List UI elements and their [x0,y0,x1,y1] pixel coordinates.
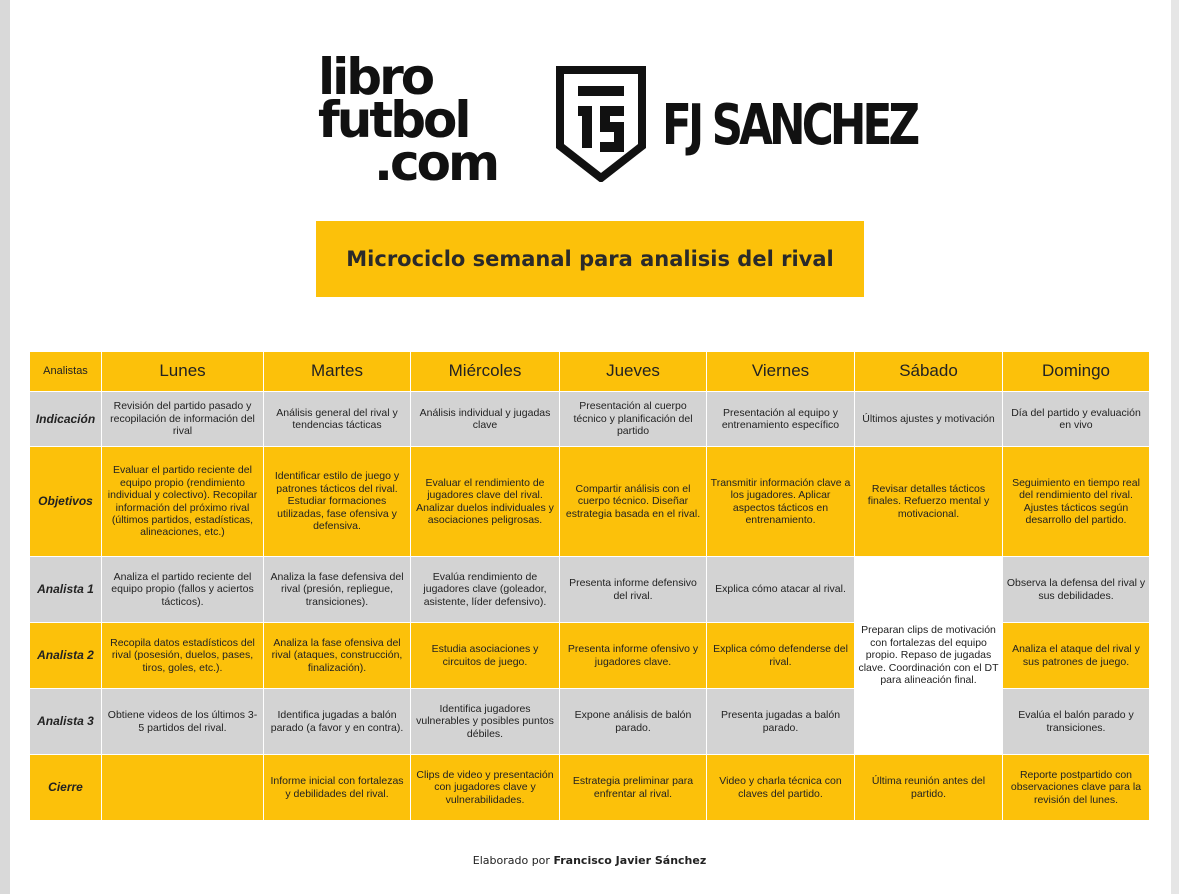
row-label: Objetivos [30,447,102,557]
row-label: Indicación [30,392,102,447]
row-analista-1 [30,557,1150,623]
cell: Revisar detalles tácticos finales. Refuerzo mental y motivacional. [855,447,1003,557]
cell: Identifica jugadores vulnerables y posibles puntos débiles. [411,689,560,755]
cell: Presentación al equipo y entrenamiento específico [707,392,855,447]
row-label: Analista 3 [30,689,102,755]
corner-header: Analistas [30,352,102,392]
cell: Última reunión antes del partido. [855,755,1003,821]
header-row [30,352,1150,392]
cell: Reporte postpartido con observaciones clave para la revisión del lunes. [1003,755,1150,821]
cell: Analiza el partido reciente del equipo propio (fallos y aciertos tácticos). [102,557,264,623]
cell: Presentación al cuerpo técnico y planificación del partido [560,392,707,447]
logo-line-3: .com [374,134,498,192]
cell: Día del partido y evaluación en vivo [1003,392,1150,447]
day-header: Lunes [102,352,264,392]
row-label: Cierre [30,755,102,821]
logo-line-2: futbol [318,91,469,149]
day-header: Miércoles [411,352,560,392]
title-banner [316,221,864,297]
cell: Identificar estilo de juego y patrones tácticos del rival. Estudiar formaciones utilizadas, fase ofensiva y defensiva. [264,447,411,557]
cell: Revisión del partido pasado y recopilación de información del rival [102,392,264,447]
day-header: Viernes [707,352,855,392]
cell: Video y charla técnica con claves del partido. [707,755,855,821]
cell: Clips de video y presentación con jugadores clave y vulnerabilidades. [411,755,560,821]
cell: Análisis general del rival y tendencias tácticas [264,392,411,447]
cell: Evaluar el rendimiento de jugadores clave del rival. Analizar duelos individuales y asociaciones peligrosas. [411,447,560,557]
cell: Presenta informe ofensivo y jugadores clave. [560,623,707,689]
cell: Últimos ajustes y motivación [855,392,1003,447]
cell: Evalúa el balón parado y transiciones. [1003,689,1150,755]
cell: Seguimiento en tiempo real del rendimiento del rival. Ajustes tácticos según desarrollo del partido. [1003,447,1150,557]
logo-line-1: libro [318,48,433,106]
row-indicacion [30,392,1150,447]
fjsanchez-wordmark: FJ SANCHEZ [662,93,917,158]
cell: Presenta informe defensivo del rival. [560,557,707,623]
cell: Presenta jugadas a balón parado. [707,689,855,755]
cell: Explica cómo atacar al rival. [707,557,855,623]
cell: Expone análisis de balón parado. [560,689,707,755]
day-header: Jueves [560,352,707,392]
cell: Informe inicial con fortalezas y debilidades del rival. [264,755,411,821]
cell: Observa la defensa del rival y sus debilidades. [1003,557,1150,623]
day-header: Domingo [1003,352,1150,392]
row-cierre [30,755,1150,821]
librofutbol-logo [318,48,498,192]
page-title: Microciclo semanal para analisis del rival [346,247,834,271]
cell: Transmitir información clave a los jugadores. Aplicar aspectos tácticos en entrenamiento. [707,447,855,557]
footer-author: Francisco Javier Sánchez [553,854,707,867]
day-header: Sábado [855,352,1003,392]
cell: Analiza el ataque del rival y sus patrones de juego. [1003,623,1150,689]
day-header: Martes [264,352,411,392]
page-right-edge [1171,0,1179,894]
cell: Evalúa rendimiento de jugadores clave (goleador, asistente, líder defensivo). [411,557,560,623]
cell: Obtiene videos de los últimos 3-5 partidos del rival. [102,689,264,755]
cell: Análisis individual y jugadas clave [411,392,560,447]
fj-shield-icon [556,66,646,182]
cell: Compartir análisis con el cuerpo técnico. Diseñar estrategia basada en el rival. [560,447,707,557]
cell: Estudia asociaciones y circuitos de juego. [411,623,560,689]
cell: Explica cómo defenderse del rival. [707,623,855,689]
row-objetivos [30,447,1150,557]
cell: Analiza la fase ofensiva del rival (ataques, construcción, finalización). [264,623,411,689]
page-left-edge [0,0,10,894]
row-label: Analista 2 [30,623,102,689]
cell: Estrategia preliminar para enfrentar al rival. [560,755,707,821]
cell: Recopila datos estadísticos del rival (posesión, duelos, pases, tiros, goles, etc.). [102,623,264,689]
footer-prefix: Elaborado por [472,854,550,867]
footer-credit [0,854,1179,867]
cell: Analiza la fase defensiva del rival (presión, repliegue, transiciones). [264,557,411,623]
saturday-analysts-cell: Preparan clips de motivación con fortalezas del equipo propio. Repaso de jugadas clave. Coordinación con el DT para alineación final. [855,557,1003,755]
cell: Evaluar el partido reciente del equipo propio (rendimiento individual y colectivo). Recopilar información del próximo rival (últimos partidos, estadísticas, alineaciones, etc.) [102,447,264,557]
microcycle-table [29,351,1150,821]
row-label: Analista 1 [30,557,102,623]
cell: Identifica jugadas a balón parado (a favor y en contra). [264,689,411,755]
cell [102,755,264,821]
